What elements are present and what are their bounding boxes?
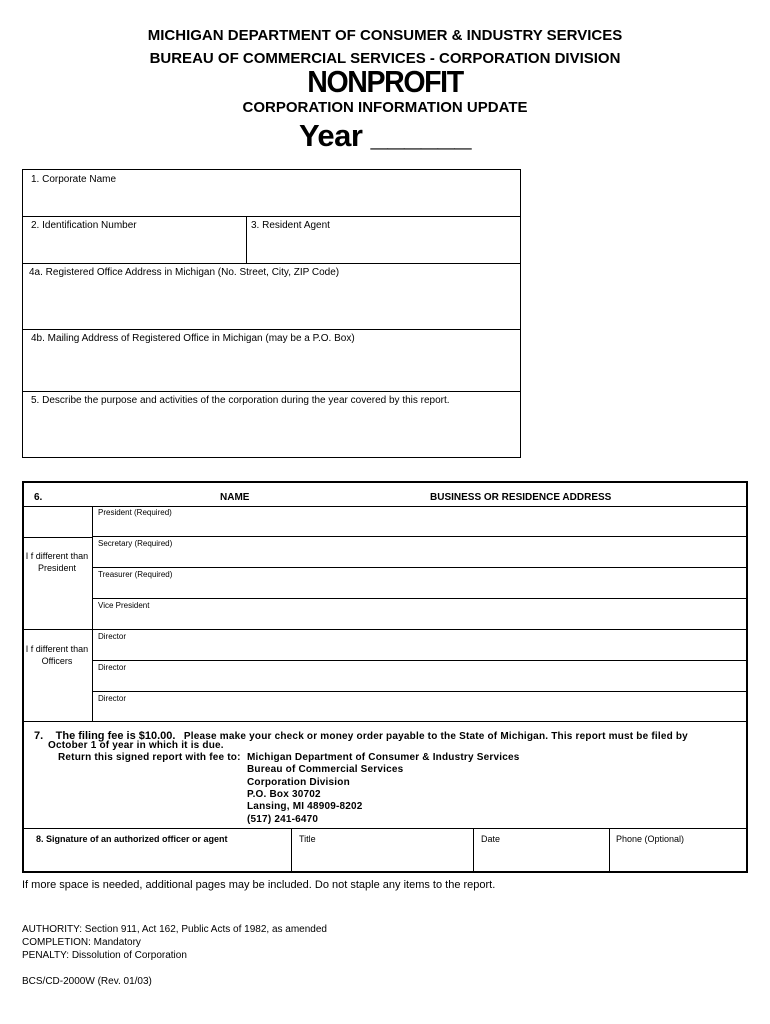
mailing-address-field[interactable] [25,346,518,389]
return-address-line: Lansing, MI 48909-8202 [247,801,363,812]
divider [23,216,520,217]
corporation-info-box [22,169,521,458]
divider [92,506,93,721]
divider [246,216,247,263]
director-field[interactable] [94,673,744,690]
title-field[interactable] [294,846,471,868]
return-address-line: P.O. Box 30702 [247,789,321,800]
corporate-name-field[interactable] [25,186,518,214]
registered-office-field[interactable] [25,280,518,327]
title-label: Title [299,834,316,844]
divider [24,721,746,722]
director-field[interactable] [94,642,744,659]
divider [92,660,746,661]
divider [23,329,520,330]
vice-president-field[interactable] [94,611,744,628]
divider [92,536,746,537]
divider [92,567,746,568]
treasurer-label: Treasurer (Required) [98,570,173,579]
divider [24,537,92,538]
director-field[interactable] [94,704,744,720]
divider [24,506,746,507]
divider [92,691,746,692]
divider [23,263,520,264]
divider [473,828,474,871]
treasurer-field[interactable] [94,580,744,597]
secretary-field[interactable] [94,549,744,566]
president-field[interactable] [94,518,744,535]
form-title: NONPROFIT [307,64,463,99]
department-heading: MICHIGAN DEPARTMENT OF CONSUMER & INDUSTRY SERVICES [147,27,623,44]
mailing-address-label: 4b. Mailing Address of Registered Office in Michigan (may be a P.O. Box) [31,333,355,344]
form-number: BCS/CD-2000W (Rev. 01/03) [22,976,152,987]
divider [291,828,292,871]
signature-label: 8. Signature of an authorized officer or agent [36,834,228,844]
signature-field[interactable] [26,846,289,868]
return-address-line: Michigan Department of Consumer & Industry Services [247,752,520,763]
name-column-header: NAME [220,492,250,503]
director-label: Director [98,694,127,703]
purpose-label: 5. Describe the purpose and activities of the corporation during the year covered by this report. [31,395,450,406]
purpose-field[interactable] [25,408,518,455]
divider [24,629,746,630]
secretary-label: Secretary (Required) [98,539,173,548]
director-label: Director [98,663,127,672]
return-address-label: Return this signed report with fee to: [58,752,241,763]
filing-fee-text: The filing fee is $10.00. [55,730,176,742]
president-label: President (Required) [98,508,172,517]
vice-president-label: Vice President [98,601,150,610]
identification-number-label: 2. Identification Number [31,220,137,231]
filing-instruction-1: Please make your check or money order payable to the State of Michigan. This report must be filed by [183,731,688,742]
additional-pages-note: If more space is needed, additional pages may be included. Do not staple any items to the report. [22,879,496,891]
divider [609,828,610,871]
divider [23,391,520,392]
year-label: Year ______ [298,118,472,153]
divider [92,598,746,599]
registered-office-label: 4a. Registered Office Address in Michigan (No. Street, City, ZIP Code) [29,267,340,278]
directors-side-note: I f different than Officers [25,644,89,666]
date-label: Date [481,834,501,844]
bureau-heading: BUREAU OF COMMERCIAL SERVICES - CORPORATION DIVISION [149,50,621,67]
address-column-header: BUSINESS OR RESIDENCE ADDRESS [430,492,612,503]
phone-field[interactable] [612,846,744,868]
return-address-line: (517) 241-6470 [247,814,319,825]
resident-agent-label: 3. Resident Agent [251,220,330,231]
director-label: Director [98,632,127,641]
identification-number-field[interactable] [25,232,244,261]
officers-section-number: 6. [34,492,43,503]
filing-section-number: 7. [34,730,44,742]
return-address-line: Corporation Division [247,777,350,788]
filing-instruction-2: October 1 of year in which it is due. [48,740,224,751]
return-address-line: Bureau of Commercial Services [247,764,404,775]
completion-text: COMPLETION: Mandatory [22,937,141,948]
authority-text: AUTHORITY: Section 911, Act 162, Public Acts of 1982, as amended [22,924,327,935]
form-subtitle: CORPORATION INFORMATION UPDATE [242,99,528,116]
phone-label: Phone (Optional) [616,834,685,844]
officers-side-note: I f different than President [25,551,89,573]
date-field[interactable] [476,846,607,868]
officers-filing-box [22,481,748,873]
penalty-text: PENALTY: Dissolution of Corporation [22,950,187,961]
resident-agent-field[interactable] [249,232,518,261]
divider [24,828,746,829]
corporate-name-label: 1. Corporate Name [31,174,117,185]
